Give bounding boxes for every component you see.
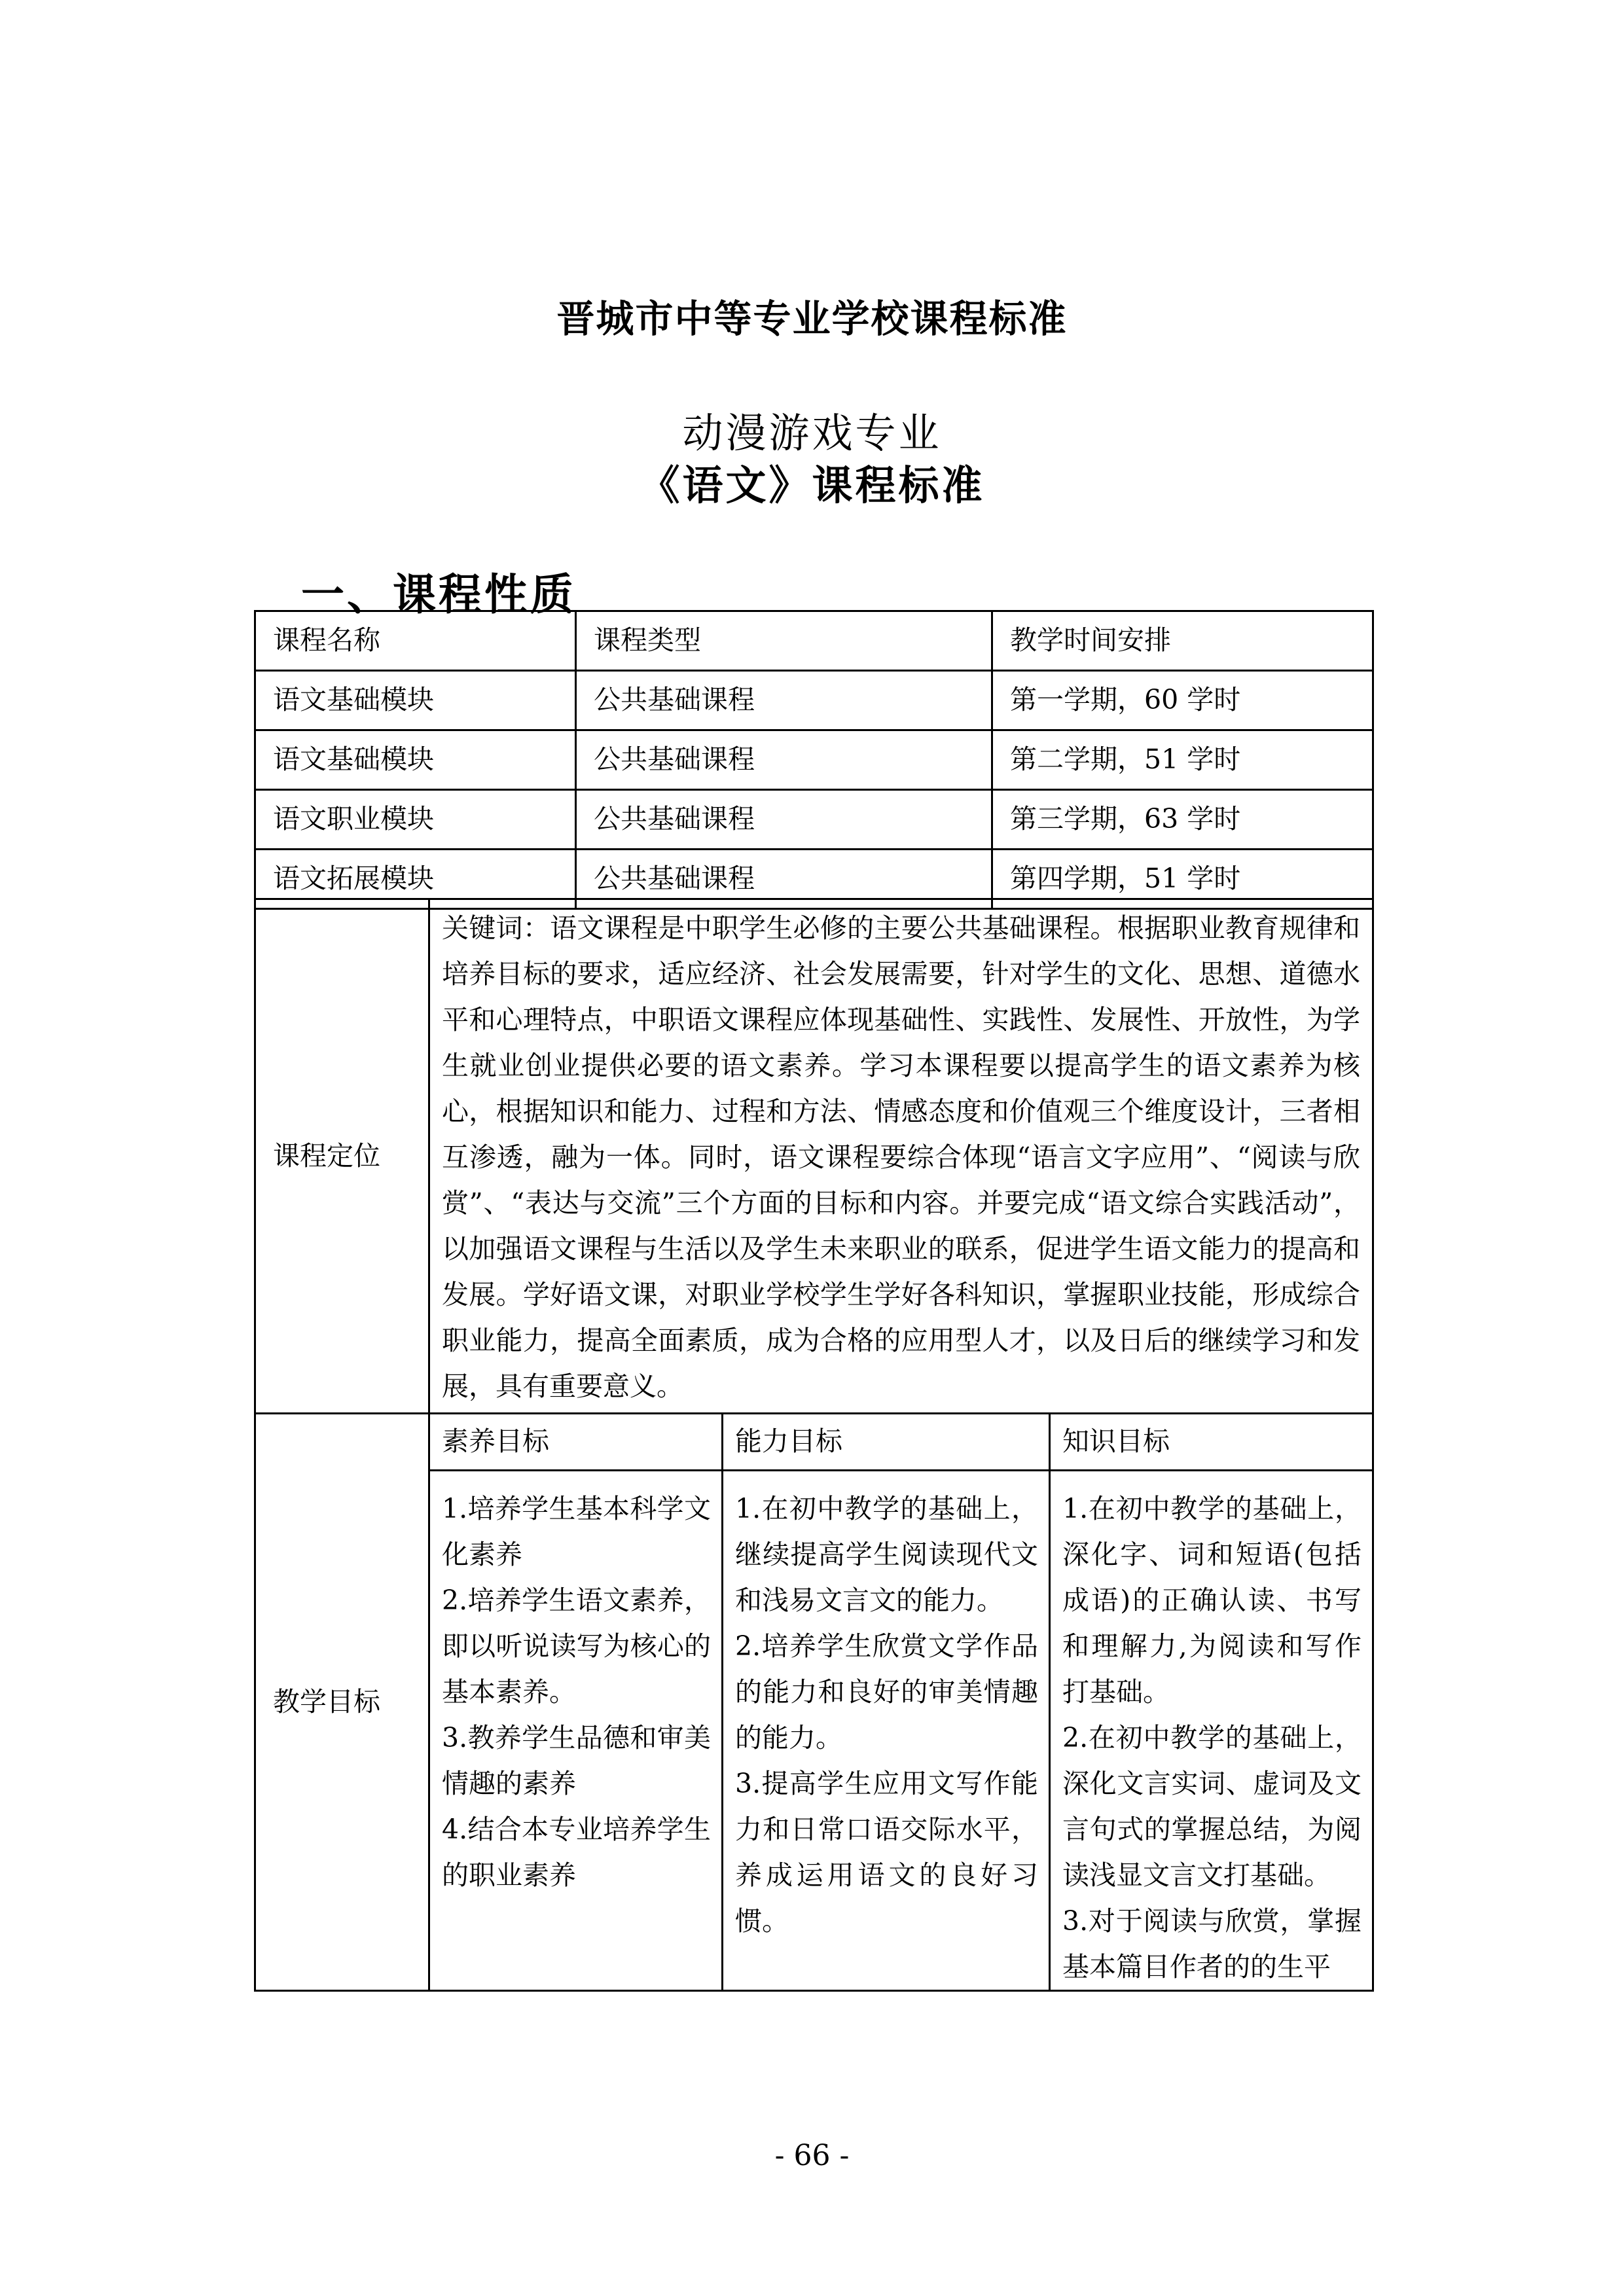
literacy-goal-item: 3.教养学生品德和审美情趣的素养 <box>442 1722 711 1799</box>
cell-course-name: 语文职业模块 <box>255 790 576 850</box>
cell-course-name: 语文基础模块 <box>255 671 576 730</box>
cell-course-name: 语文基础模块 <box>255 730 576 790</box>
positioning-label: 课程定位 <box>255 899 429 1414</box>
table-row <box>255 730 1373 790</box>
cell-course-type: 公共基础课程 <box>576 671 992 730</box>
literacy-goals-cell <box>429 1471 723 1991</box>
literacy-goal-item: 1.培养学生基本科学文化素养 <box>442 1493 711 1570</box>
positioning-text: 关键词：语文课程是中职学生必修的主要公共基础课程。根据职业教育规律和培养目标的要求，适应经济、社会发展需要，针对学生的文化、思想、道德水平和心理特点，中职语文课程应体现基础性、实践性、发展性、开放性，为学生就业创业提供必要的语文素养。学习本课程要以提高学生的语文素养为核心，根据知识和能力、过程和方法、情感态度和价值观三个维度设计，三者相互渗透，融为一体。同时，语文课程要综合体现“语言文字应用”、“阅读与欣赏”、“表达与交流”三个方面的目标和内容。并要完成“语文综合实践活动”，以加强语文课程与生活以及学生未来职业的联系，促进学生语文能力的提高和发展。学好语文课，对职业学校学生学好各科知识，掌握职业技能，形成综合职业能力，提高全面素质，成为合格的应用型人才，以及日后的继续学习和发展，具有重要意义。 <box>429 899 1373 1414</box>
positioning-row <box>255 899 1373 1414</box>
cell-schedule: 第二学期，51 学时 <box>992 730 1373 790</box>
header-ability-goals: 能力目标 <box>723 1414 1050 1471</box>
cell-course-type: 公共基础课程 <box>576 730 992 790</box>
ability-goals-cell <box>723 1471 1050 1991</box>
knowledge-goal-item: 3.对于阅读与欣赏，掌握基本篇目作者的的生平 <box>1062 1905 1362 1982</box>
header-schedule: 教学时间安排 <box>992 611 1373 671</box>
knowledge-goal-item: 2.在初中教学的基础上，深化文言实词、虚词及文言句式的掌握总结，为阅读浅显文言文打基础。 <box>1062 1722 1362 1891</box>
cell-course-name: 语文拓展模块 <box>255 850 576 909</box>
literacy-goal-item: 4.结合本专业培养学生的职业素养 <box>442 1814 711 1891</box>
table-row <box>255 671 1373 730</box>
course-details-table <box>254 898 1374 1992</box>
ability-goal-item: 3.提高学生应用文写作能力和日常口语交际水平，养成运用语文的良好习惯。 <box>735 1768 1038 1937</box>
section-heading: 一、课程性质 <box>301 569 576 620</box>
major-subtitle: 动漫游戏专业 <box>682 409 942 457</box>
knowledge-goal-item: 1.在初中教学的基础上，深化字、词和短语(包括成语)的正确认读、书写和理解力,为阅读和写作打基础。 <box>1062 1493 1362 1708</box>
header-literacy-goals: 素养目标 <box>429 1414 723 1471</box>
cell-schedule: 第四学期，51 学时 <box>992 850 1373 909</box>
table-row <box>255 790 1373 850</box>
literacy-goal-item: 2.培养学生语文素养，即以听说读写为核心的基本素养。 <box>442 1585 711 1708</box>
header-course-name: 课程名称 <box>255 611 576 671</box>
objectives-header-row <box>255 1414 1373 1471</box>
ability-goal-item: 2.培养学生欣赏文学作品的能力和良好的审美情趣的能力。 <box>735 1630 1038 1753</box>
course-subtitle: 《语文》课程标准 <box>639 461 985 509</box>
cell-schedule: 第一学期，60 学时 <box>992 671 1373 730</box>
header-course-type: 课程类型 <box>576 611 992 671</box>
page-number: - 66 - <box>774 2139 850 2172</box>
cell-course-type: 公共基础课程 <box>576 790 992 850</box>
table-header-row <box>255 611 1373 671</box>
objectives-label: 教学目标 <box>255 1414 429 1991</box>
knowledge-goals-cell <box>1050 1471 1373 1991</box>
header-knowledge-goals: 知识目标 <box>1050 1414 1373 1471</box>
document-title: 晋城市中等专业学校课程标准 <box>556 296 1068 341</box>
course-schedule-table <box>254 610 1374 910</box>
cell-schedule: 第三学期，63 学时 <box>992 790 1373 850</box>
cell-course-type: 公共基础课程 <box>576 850 992 909</box>
ability-goal-item: 1.在初中教学的基础上，继续提高学生阅读现代文和浅易文言文的能力。 <box>735 1493 1038 1616</box>
